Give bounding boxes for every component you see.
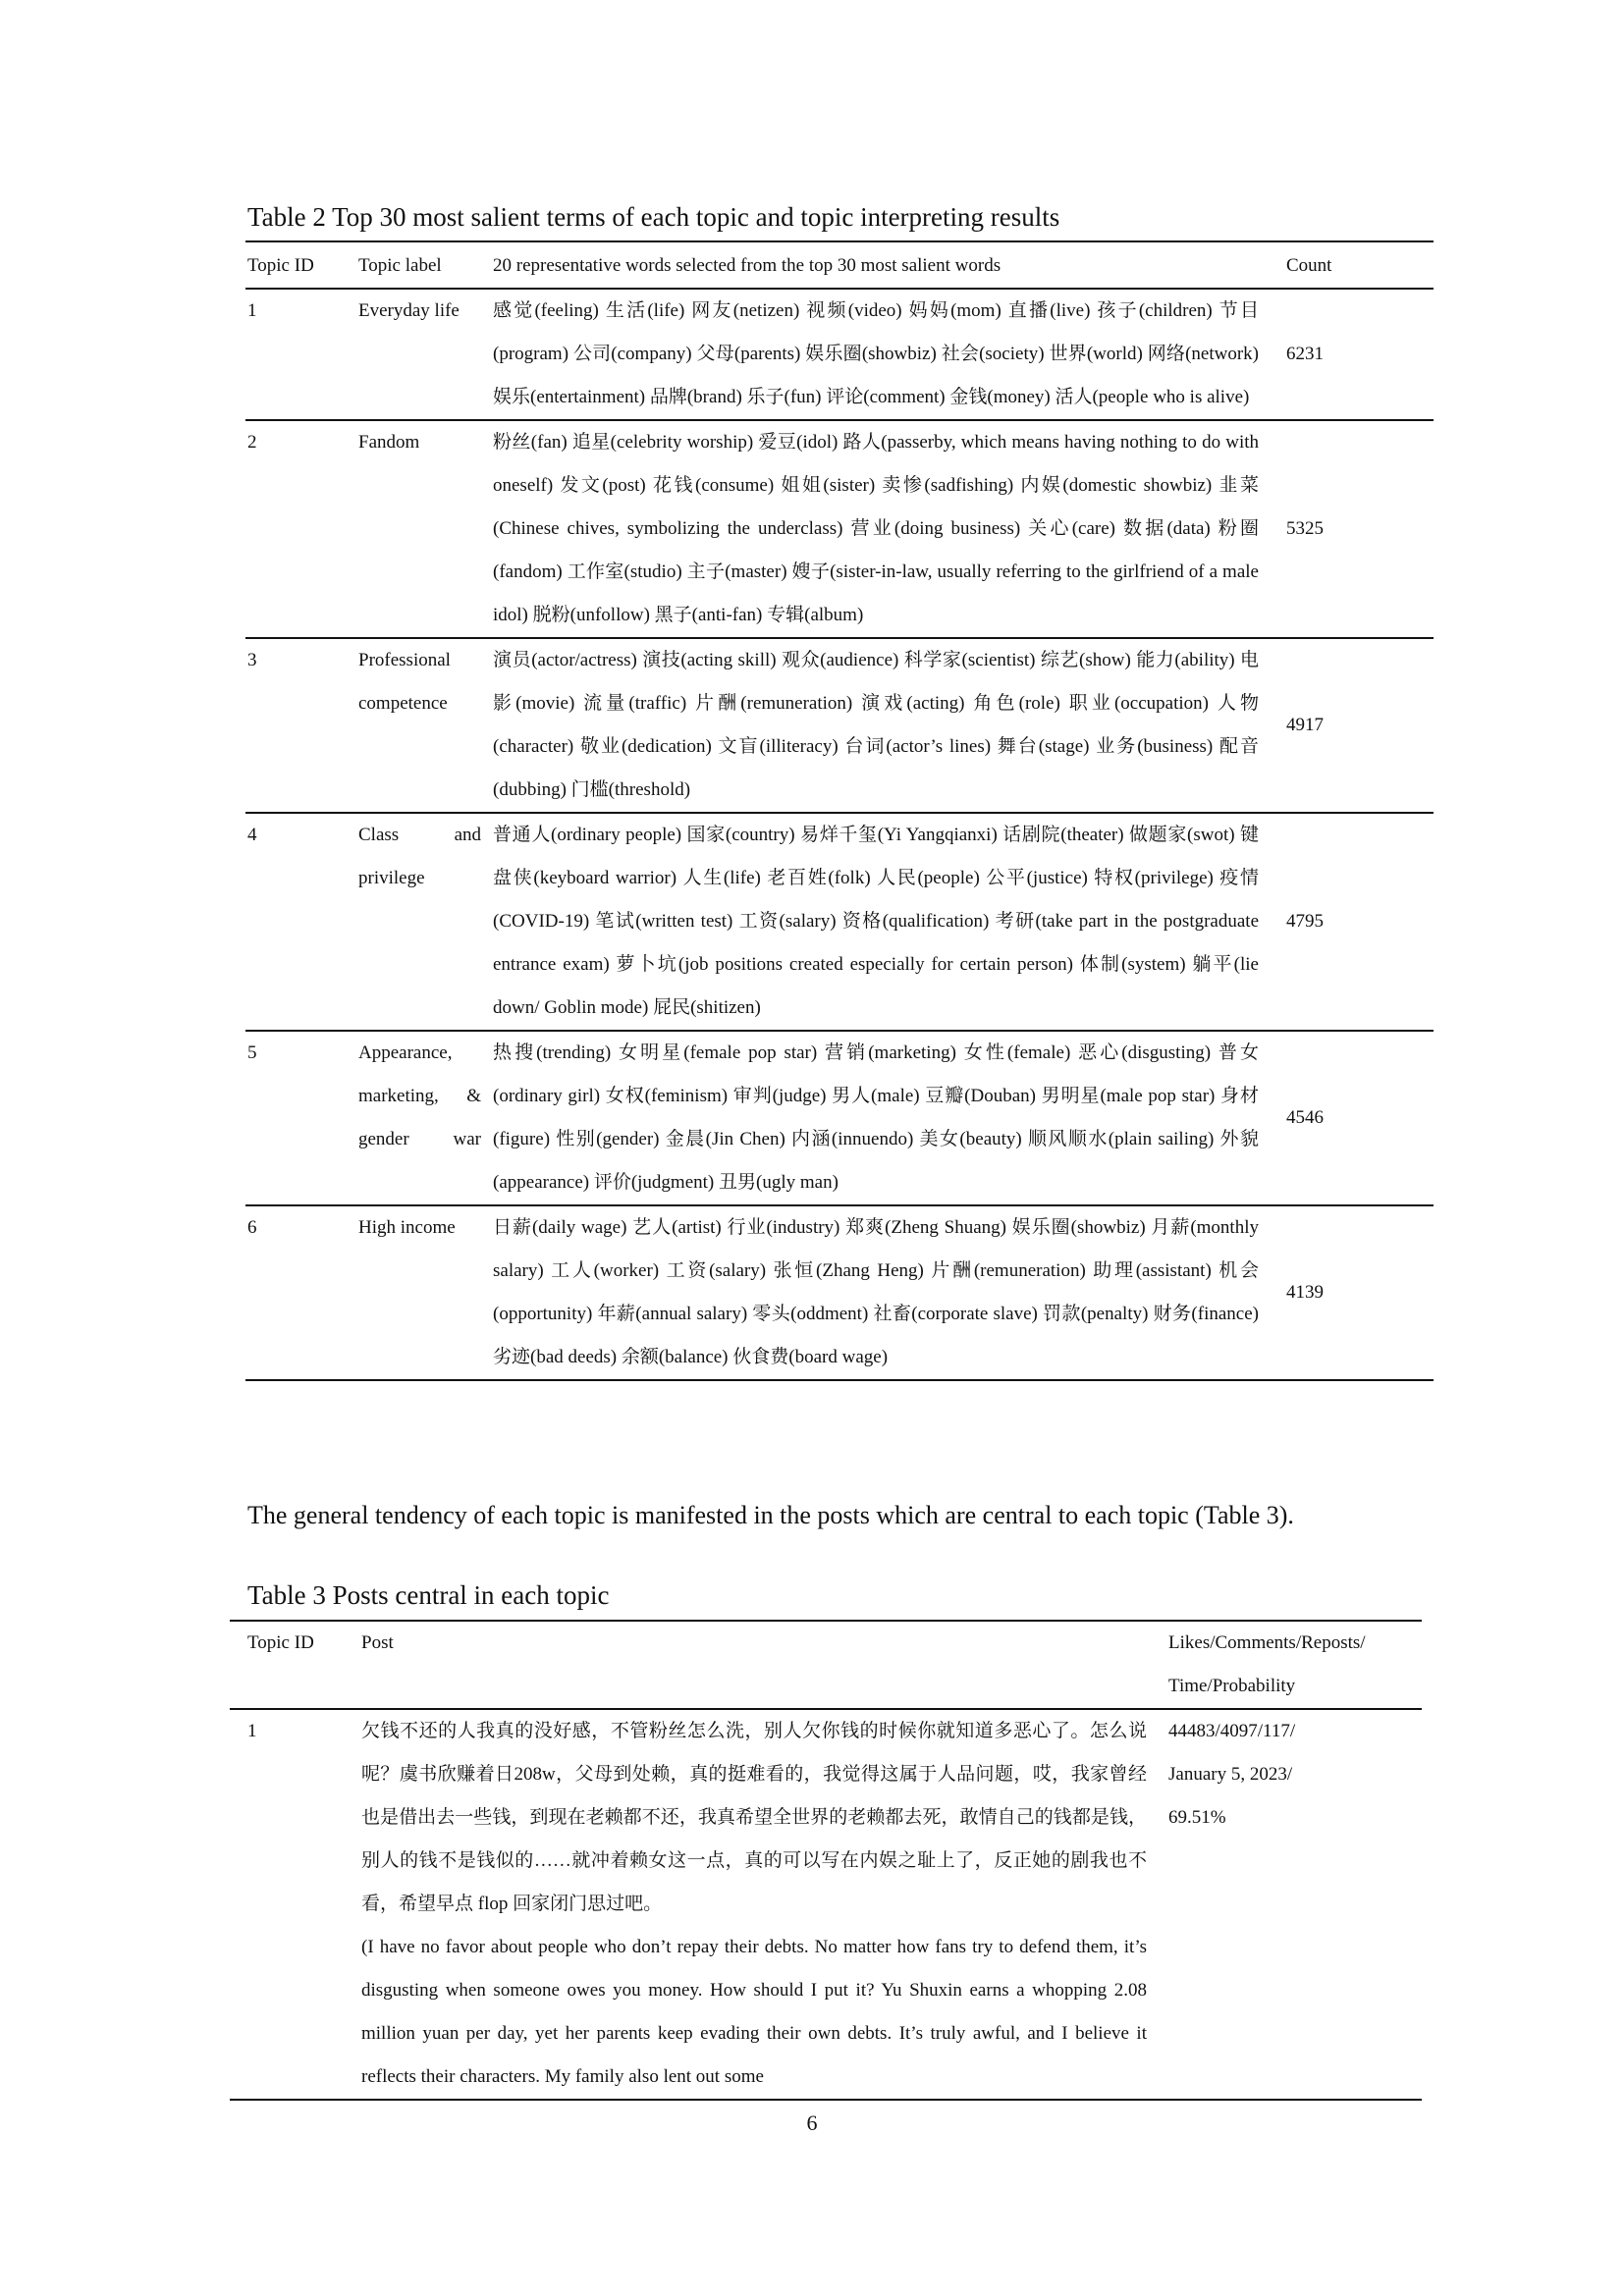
header-post: Post bbox=[361, 1621, 1147, 1709]
topic-words: 演员(actor/actress) 演技(acting skill) 观众(audience) 科学家(scientist) 综艺(show) 能力(ability) 电影(movie) 流量(traffic) 片酬(remuneration) 演戏(acting) 角色(role) 职业(occupation) 人物(character) 敬业(dedication) 文盲(illiteracy) 台词(actor’s lines) 舞台(stage) 业务(business) 配音(dubbing) 门槛(threshold) bbox=[493, 650, 1259, 800]
header-topic-label: Topic label bbox=[358, 241, 493, 289]
topic-count: 6231 bbox=[1286, 344, 1324, 364]
topic-words: 粉丝(fan) 追星(celebrity worship) 爱豆(idol) 路人(passerby, which means having nothing to do with oneself) 发文(post) 花钱(consume) 姐姐(sister) 卖惨(sadfishing) 内娱(domestic showbiz) 韭菜(Chinese chives, symbolizing the underclass) 营业(doing business) 关心(care) 数据(data) 粉圈(fandom) 工作室(studio) 主子(master) 嫂子(sister-in-law, usually referring to the girlfriend of a male idol) 脱粉(unfollow) 黑子(anti-fan) 专辑(album) bbox=[493, 432, 1259, 625]
topic-id: 4 bbox=[247, 825, 257, 845]
page-number: 6 bbox=[806, 2110, 818, 2135]
topic-id: 1 bbox=[247, 1721, 257, 1741]
table3-header-row bbox=[230, 1621, 1422, 1709]
table3-caption: Table 3 Posts central in each topic bbox=[247, 1580, 610, 1610]
table-row bbox=[230, 1709, 1422, 2100]
header-topic-id: Topic ID bbox=[230, 1621, 361, 1709]
topic-count: 4917 bbox=[1286, 715, 1324, 735]
post-chinese: 欠钱不还的人我真的没好感，不管粉丝怎么洗，别人欠你钱的时候你就知道多恶心了。怎么说呢？虞书欣赚着日208w，父母到处赖，真的挺难看的，我觉得这属于人品问题，哎，我家曾经也是借出去一些钱，到现在老赖都不还，我真希望全世界的老赖都去死，敢情自己的钱都是钱，别人的钱不是钱似的……就冲着赖女这一点，真的可以写在内娱之耻上了，反正她的剧我也不看，希望早点 flop 回家闭门思过吧。 bbox=[361, 1721, 1147, 1914]
topic-id: 3 bbox=[247, 650, 257, 670]
table-row bbox=[245, 289, 1434, 420]
table-row bbox=[245, 1205, 1434, 1380]
table-row bbox=[245, 813, 1434, 1031]
topic-label: Everyday life bbox=[358, 300, 460, 321]
table2-salient-terms bbox=[245, 240, 1434, 1381]
topic-words: 日薪(daily wage) 艺人(artist) 行业(industry) 郑爽(Zheng Shuang) 娱乐圈(showbiz) 月薪(monthly salary) 工人(worker) 工资(salary) 张恒(Zhang Heng) 片酬(remuneration) 助理(assistant) 机会(opportunity) 年薪(annual salary) 零头(oddment) 社畜(corporate slave) 罚款(penalty) 财务(finance) 劣迹(bad deeds) 余额(balance) 伙食费(board wage) bbox=[493, 1217, 1259, 1367]
topic-words: 普通人(ordinary people) 国家(country) 易烊千玺(Yi Yangqianxi) 话剧院(theater) 做题家(swot) 键盘侠(keyboard warrior) 人生(life) 老百姓(folk) 人民(people) 公平(justice) 特权(privilege) 疫情(COVID-19) 笔试(written test) 工资(salary) 资格(qualification) 考研(take part in the postgraduate entrance exam) 萝卜坑(job positions created especially for certain person) 体制(system) 躺平(lie down/ Goblin mode) 屁民(shitizen) bbox=[493, 825, 1259, 1018]
table2-caption: Table 2 Top 30 most salient terms of each topic and topic interpreting results bbox=[247, 202, 1060, 232]
body-paragraph: The general tendency of each topic is manifested in the posts which are central to each topic (Table 3). bbox=[247, 1501, 1294, 1529]
topic-count: 4795 bbox=[1286, 911, 1324, 932]
topic-id: 2 bbox=[247, 432, 257, 453]
table3-central-posts bbox=[230, 1620, 1422, 2101]
topic-id: 1 bbox=[247, 300, 257, 321]
topic-id: 5 bbox=[247, 1042, 257, 1063]
topic-label: Fandom bbox=[358, 432, 420, 453]
header-meta-line1: Likes/Comments/Reposts/ bbox=[1168, 1632, 1366, 1653]
post-probability: 69.51% bbox=[1168, 1807, 1226, 1828]
post-english: (I have no favor about people who don’t repay their debts. No matter how fans try to defend them, it’s disgusting when someone owes you money. How should I put it? Yu Shuxin earns a whopping 2.08 million yuan per day, yet her parents keep evading their own debts. It’s truly awful, and I believe it reflects their characters. My family also lent out some bbox=[361, 1937, 1147, 2087]
meta-cell bbox=[1147, 1709, 1422, 2100]
table-row bbox=[245, 1031, 1434, 1205]
topic-count: 4139 bbox=[1286, 1282, 1324, 1303]
topic-label: Appearance, marketing, & gender war bbox=[358, 1042, 481, 1149]
topic-count: 4546 bbox=[1286, 1107, 1324, 1128]
topic-label: Class and privilege bbox=[358, 825, 481, 888]
header-meta bbox=[1147, 1621, 1422, 1709]
topic-label: High income bbox=[358, 1217, 456, 1238]
topic-words: 热搜(trending) 女明星(female pop star) 营销(marketing) 女性(female) 恶心(disgusting) 普女(ordinary girl) 女权(feminism) 审判(judge) 男人(male) 豆瓣(Douban) 男明星(male pop star) 身材(figure) 性别(gender) 金晨(Jin Chen) 内涵(innuendo) 美女(beauty) 顺风顺水(plain sailing) 外貌(appearance) 评价(judgment) 丑男(ugly man) bbox=[493, 1042, 1259, 1193]
header-words: 20 representative words selected from the top 30 most salient words bbox=[493, 241, 1259, 289]
table-row bbox=[245, 420, 1434, 638]
post-cell bbox=[361, 1709, 1147, 2100]
post-counts: 44483/4097/117/ bbox=[1168, 1721, 1296, 1741]
post-date: January 5, 2023/ bbox=[1168, 1764, 1293, 1785]
table-row bbox=[245, 638, 1434, 813]
header-count: Count bbox=[1259, 241, 1434, 289]
topic-words: 感觉(feeling) 生活(life) 网友(netizen) 视频(video) 妈妈(mom) 直播(live) 孩子(children) 节目(program) 公司(company) 父母(parents) 娱乐圈(showbiz) 社会(society) 世界(world) 网络(network) 娱乐(entertainment) 品牌(brand) 乐子(fun) 评论(comment) 金钱(money) 活人(people who is alive) bbox=[493, 300, 1259, 407]
topic-id: 6 bbox=[247, 1217, 257, 1238]
header-topic-id: Topic ID bbox=[245, 241, 358, 289]
topic-label: Professional competence bbox=[358, 650, 451, 714]
topic-count: 5325 bbox=[1286, 518, 1324, 539]
table2-header-row bbox=[245, 241, 1434, 289]
header-meta-line2: Time/Probability bbox=[1168, 1676, 1296, 1696]
